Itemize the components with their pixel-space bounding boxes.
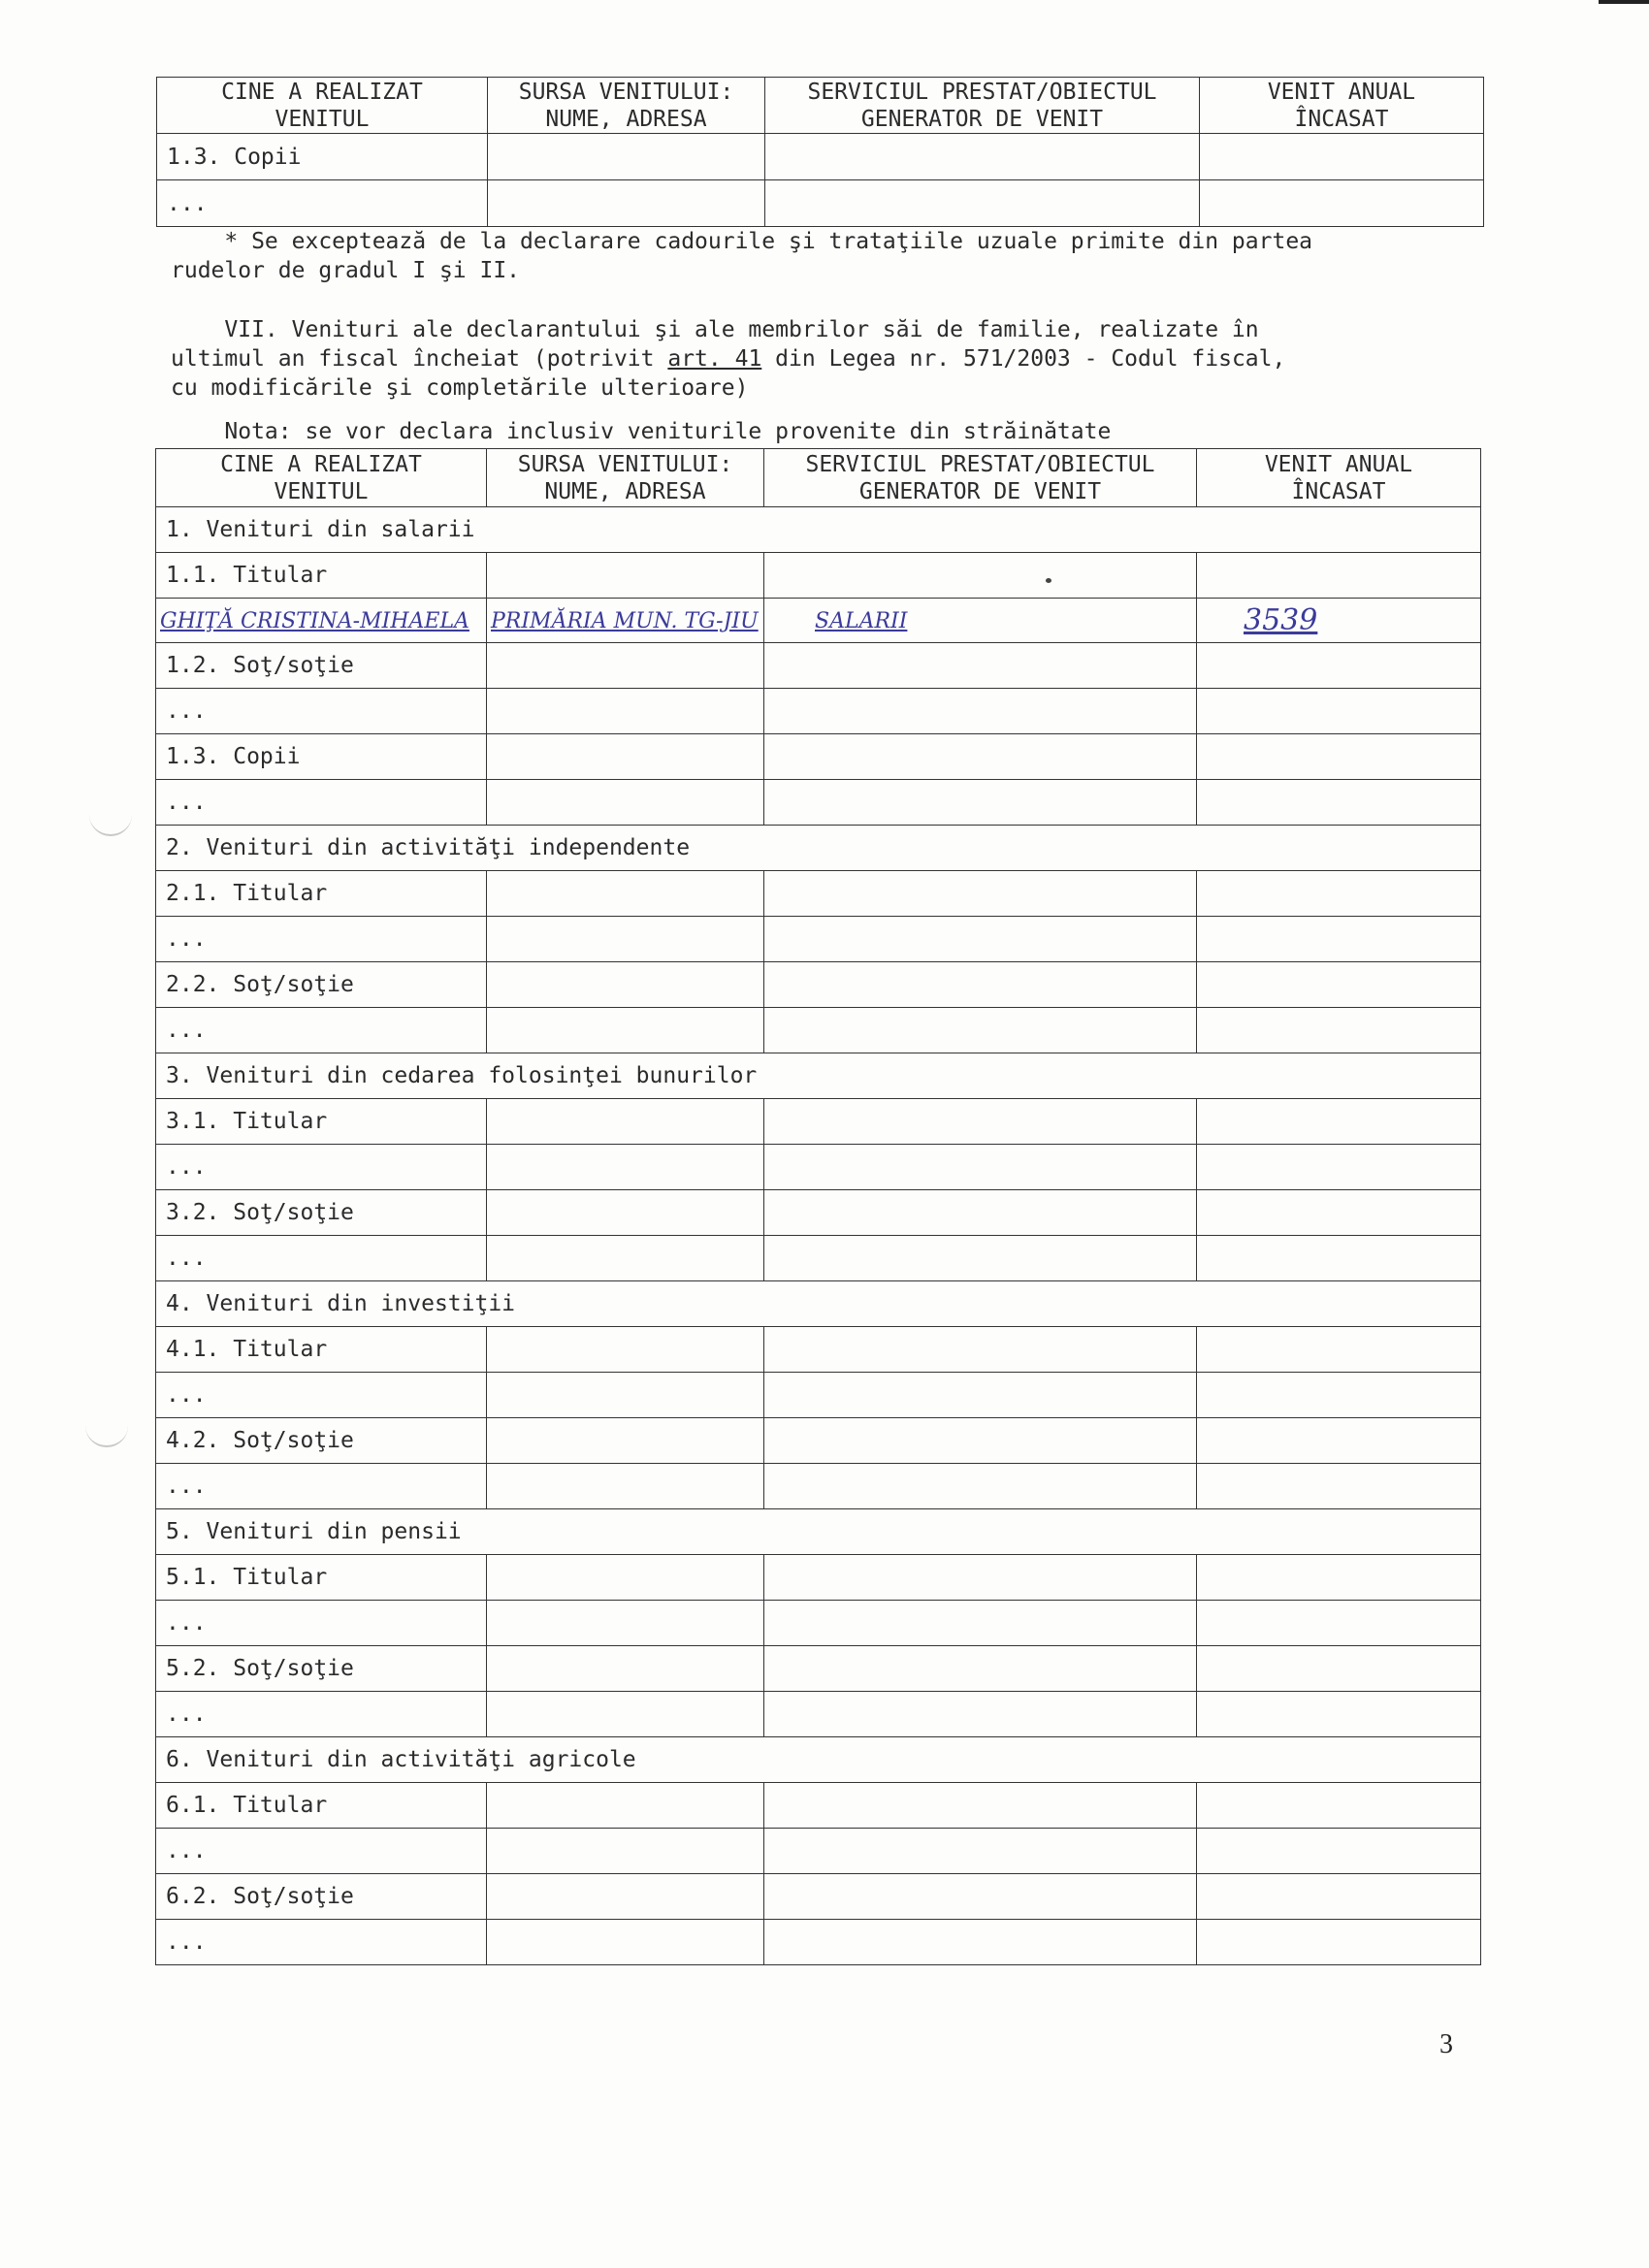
table-row: 5.2. Soţ/soţie (156, 1646, 1481, 1692)
punch-hole (89, 813, 132, 836)
gifts-table (156, 77, 1484, 227)
scan-edge-mark (1599, 0, 1649, 4)
punch-hole (85, 1424, 128, 1447)
col-header-who: CINE A REALIZAT VENITUL (157, 78, 488, 134)
table-row: ... (156, 1920, 1481, 1965)
table-row: 6.1. Titular (156, 1783, 1481, 1829)
table-row: ... (156, 1008, 1481, 1053)
table-row: ... (156, 780, 1481, 826)
foreign-income-note: Nota: se vor declara inclusiv veniturile provenite din străinătate (171, 419, 1112, 444)
row-label: 1.3. Copii (157, 134, 488, 180)
table-row: ... (156, 1373, 1481, 1418)
table-row: 2.1. Titular (156, 871, 1481, 917)
section-vii-heading: VII. Venituri ale declarantului şi ale membrilor săi de familie, realizate în ultimul an fiscal încheiat (potrivit art. 41 din Legea nr. 571/2003 - Codul fiscal, cu modificările şi completările ulterioare) (171, 317, 1286, 401)
handwritten-service: SALARII (815, 608, 908, 633)
table-row: 1.1. Titular (156, 553, 1481, 599)
table-row (157, 134, 1484, 180)
table-row (157, 180, 1484, 227)
table-header-row (156, 449, 1481, 507)
section-row-salaries: 1. Venituri din salarii (156, 507, 1481, 553)
section-row-independent: 2. Venituri din activităţi independente (156, 826, 1481, 871)
table-row: 3.1. Titular (156, 1099, 1481, 1145)
table-row: ... (156, 1601, 1481, 1646)
table-row: ... (156, 917, 1481, 962)
handwritten-amount: 3539 (1244, 603, 1318, 637)
row-label: ... (157, 180, 488, 227)
table-row: 6.2. Soţ/soţie (156, 1874, 1481, 1920)
col-header-service: SERVICIUL PRESTAT/OBIECTUL GENERATOR DE VENIT (765, 78, 1200, 134)
table-row: 4.1. Titular (156, 1327, 1481, 1373)
gifts-exception-note: * Se exceptează de la declarare cadourile şi trataţiile uzuale primite din partea rudelor de gradul I şi II. (171, 229, 1313, 283)
col-header-service: SERVICIUL PRESTAT/OBIECTUL GENERATOR DE VENIT (764, 449, 1197, 507)
table-row: 2.2. Soţ/soţie (156, 962, 1481, 1008)
art-41-link[interactable]: art. 41 (667, 346, 762, 372)
table-row: 1.3. Copii (156, 734, 1481, 780)
col-header-source: SURSA VENITULUI: NUME, ADRESA (487, 449, 764, 507)
table-row: ... (156, 689, 1481, 734)
handwritten-source: PRIMĂRIA MUN. TG-JIU (491, 608, 759, 633)
handwritten-name: GHIŢĂ CRISTINA-MIHAELA (160, 608, 469, 633)
table-row: 3.2. Soţ/soţie (156, 1190, 1481, 1236)
table-row: ... (156, 1145, 1481, 1190)
table-header-row (157, 78, 1484, 134)
section-row-property-use: 3. Venituri din cedarea folosinţei bunurilor (156, 1053, 1481, 1099)
page-number: 3 (1439, 2029, 1453, 2059)
table-row: ... (156, 1464, 1481, 1509)
section-row-agricultural: 6. Venituri din activităţi agricole (156, 1737, 1481, 1783)
handwritten-entry-row (156, 599, 1481, 643)
table-row: ... (156, 1829, 1481, 1874)
table-row: 1.2. Soţ/soţie (156, 643, 1481, 689)
section-row-pensions: 5. Venituri din pensii (156, 1509, 1481, 1555)
income-table (155, 448, 1481, 1965)
table-row: ... (156, 1692, 1481, 1737)
table-row: 5.1. Titular (156, 1555, 1481, 1601)
col-header-who: CINE A REALIZAT VENITUL (156, 449, 487, 507)
col-header-income: VENIT ANUAL ÎNCASAT (1197, 449, 1481, 507)
col-header-income: VENIT ANUAL ÎNCASAT (1200, 78, 1484, 134)
table-row: 4.2. Soţ/soţie (156, 1418, 1481, 1464)
table-row: ... (156, 1236, 1481, 1281)
section-row-investments: 4. Venituri din investiţii (156, 1281, 1481, 1327)
col-header-source: SURSA VENITULUI: NUME, ADRESA (488, 78, 765, 134)
